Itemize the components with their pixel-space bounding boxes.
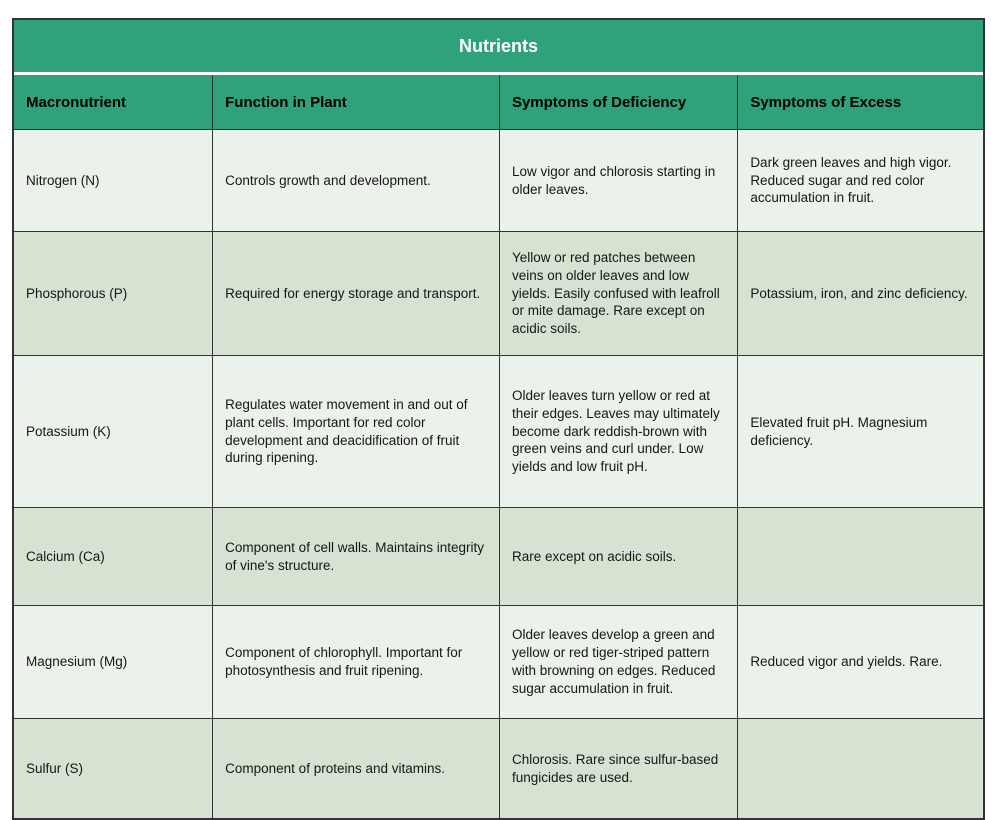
column-header-deficiency: Symptoms of Deficiency [499,75,737,130]
table-cell-function: Required for energy storage and transport. [213,232,500,356]
table-cell-deficiency: Yellow or red patches between veins on older leaves and low yields. Easily confused with leafroll or mite damage. Rare except on acidic soils. [499,232,737,356]
table-cell-deficiency: Older leaves turn yellow or red at their edges. Leaves may ultimately become dark reddish-brown with green veins and curl under. Low yields and low fruit pH. [499,356,737,508]
table-cell-deficiency: Older leaves develop a green and yellow or red tiger-striped pattern with browning on edges. Reduced sugar accumulation in fruit. [499,606,737,719]
table-row [14,719,983,819]
nutrients-table [12,18,985,820]
table-cell-function: Component of proteins and vitamins. [213,719,500,819]
table-cell-excess: Elevated fruit pH. Magnesium deficiency. [738,356,983,508]
table-cell-excess: Reduced vigor and yields. Rare. [738,606,983,719]
column-header-macronutrient: Macronutrient [14,75,213,130]
table-cell-function: Component of chlorophyll. Important for photosynthesis and fruit ripening. [213,606,500,719]
table-cell-deficiency: Chlorosis. Rare since sulfur-based fungicides are used. [499,719,737,819]
table-cell-function: Component of cell walls. Maintains integrity of vine's structure. [213,508,500,606]
column-header-function: Function in Plant [213,75,500,130]
table-cell-macronutrient: Sulfur (S) [14,719,213,819]
table-row [14,606,983,719]
header-row [14,75,983,130]
table-cell-excess [738,508,983,606]
table-cell-macronutrient: Magnesium (Mg) [14,606,213,719]
nutrients-grid [14,75,983,818]
table-row [14,130,983,232]
table-cell-excess [738,719,983,819]
table-cell-excess: Potassium, iron, and zinc deficiency. [738,232,983,356]
column-header-excess: Symptoms of Excess [738,75,983,130]
table-cell-macronutrient: Phosphorous (P) [14,232,213,356]
table-cell-excess: Dark green leaves and high vigor. Reduced sugar and red color accumulation in fruit. [738,130,983,232]
table-cell-function: Controls growth and development. [213,130,500,232]
table-title: Nutrients [458,35,538,56]
table-row [14,508,983,606]
table-cell-macronutrient: Nitrogen (N) [14,130,213,232]
table-row [14,356,983,508]
table-title-bar [14,20,983,75]
table-row [14,232,983,356]
table-cell-function: Regulates water movement in and out of plant cells. Important for red color development and deacidification of fruit during ripening. [213,356,500,508]
table-cell-macronutrient: Calcium (Ca) [14,508,213,606]
table-cell-deficiency: Rare except on acidic soils. [499,508,737,606]
table-cell-macronutrient: Potassium (K) [14,356,213,508]
table-body [14,130,983,819]
table-cell-deficiency: Low vigor and chlorosis starting in older leaves. [499,130,737,232]
